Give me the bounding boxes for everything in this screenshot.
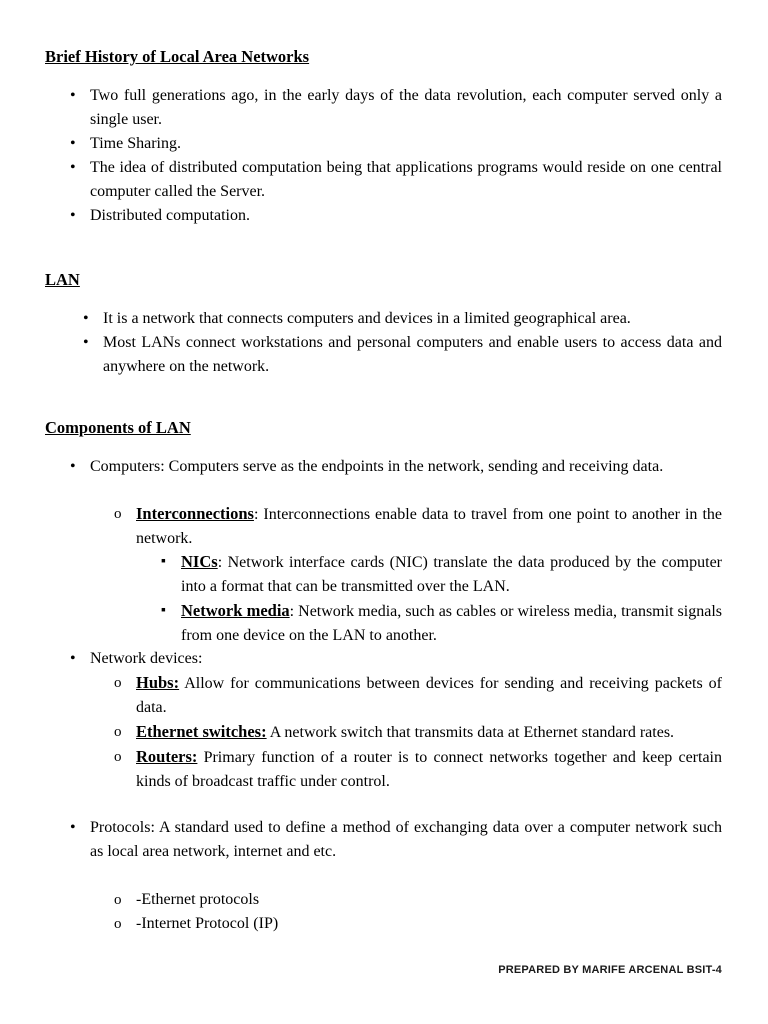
hubs-text: Allow for communications between devices for sending and receiving packets of data.	[136, 675, 722, 716]
history-item: • Time Sharing.	[90, 132, 722, 156]
devices-sublist	[136, 671, 722, 794]
network-devices-item: • Network devices:	[90, 647, 722, 671]
history-list	[90, 84, 722, 228]
interconnections-term: Interconnections	[136, 504, 254, 523]
protocol-item: o -Internet Protocol (IP)	[136, 912, 722, 936]
nics-term: NICs	[181, 552, 218, 571]
footer-credit: PREPARED BY MARIFE ARCENAL BSIT-4	[498, 964, 722, 976]
lan-item: • It is a network that connects computers and devices in a limited geographical area.	[103, 307, 722, 331]
network-media-item	[181, 599, 722, 648]
network-media-term: Network media	[181, 601, 290, 620]
ethernet-switches-text: A network switch that transmits data at Ethernet standard rates.	[266, 724, 675, 741]
history-heading: Brief History of Local Area Networks	[45, 47, 310, 66]
history-item: • The idea of distributed computation being that applications programs would reside on one central computer called the Server.	[90, 156, 722, 204]
interconnections-list	[136, 502, 722, 551]
interconnections-sublist	[181, 550, 722, 648]
nics-text: : Network interface cards (NIC) translate the data produced by the computer into a format that can be transmitted over the LAN.	[181, 554, 722, 595]
components-list-top	[90, 455, 722, 479]
ethernet-switches-item	[136, 720, 722, 745]
hubs-term: Hubs:	[136, 673, 180, 692]
network-devices-list	[90, 647, 722, 671]
history-item: • Two full generations ago, in the early days of the data revolution, each computer served only a single user.	[90, 84, 722, 132]
lan-item: • Most LANs connect workstations and personal computers and enable users to access data and anywhere on the network.	[103, 331, 722, 379]
routers-term: Routers:	[136, 747, 198, 766]
protocols-list	[90, 816, 722, 864]
interconnections-item	[136, 502, 722, 551]
nics-item	[181, 550, 722, 599]
hubs-item	[136, 671, 722, 720]
lan-heading: LAN	[45, 270, 80, 289]
network-media-text: : Network media, such as cables or wireless media, transmit signals from one device on the LAN to another.	[181, 603, 723, 644]
history-item: • Distributed computation.	[90, 204, 722, 228]
ethernet-switches-term: Ethernet switches:	[136, 722, 267, 741]
components-heading: Components of LAN	[45, 418, 191, 437]
interconnections-text: : Interconnections enable data to travel from one point to another in the network.	[136, 506, 722, 547]
protocol-item: o -Ethernet protocols	[136, 888, 722, 912]
lan-list	[103, 307, 722, 379]
computers-item: • Computers: Computers serve as the endpoints in the network, sending and receiving data.	[90, 455, 722, 479]
protocols-item: • Protocols: A standard used to define a method of exchanging data over a computer network such as local area network, internet and etc.	[90, 816, 722, 864]
routers-text: Primary function of a router is to connect networks together and keep certain kinds of broadcast traffic under control.	[136, 749, 722, 790]
protocol-sublist	[136, 888, 722, 936]
routers-item	[136, 745, 722, 794]
